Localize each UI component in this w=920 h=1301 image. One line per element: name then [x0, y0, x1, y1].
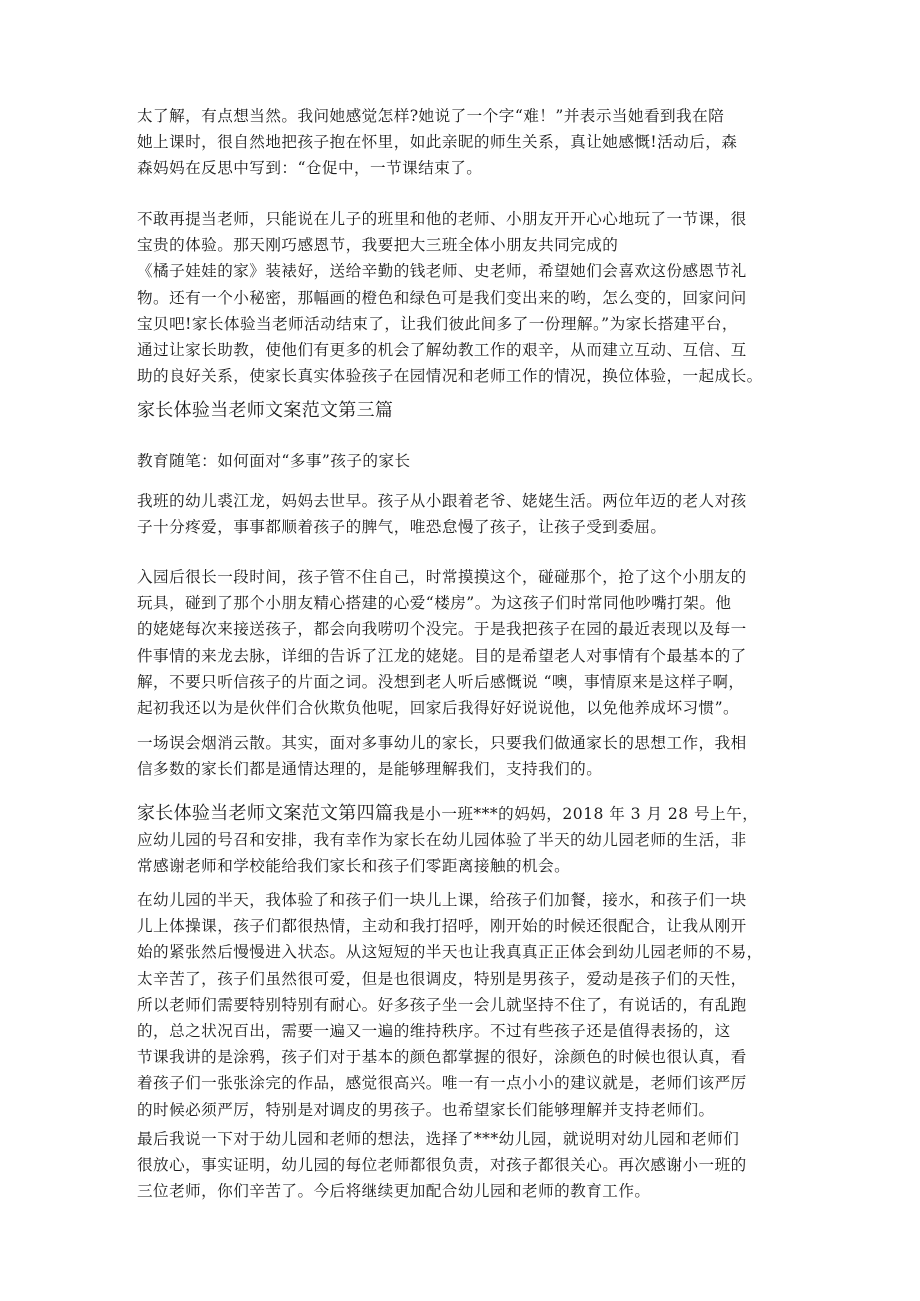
paragraph-line: 三位老师，你们辛苦了。今后将继续更加配合幼儿园和老师的教育工作。	[137, 1182, 651, 1201]
paragraph-line	[137, 801, 797, 827]
paragraph-line: 最后我说一下对于幼儿园和老师的想法，选择了***幼儿园，就说明对幼儿园和老师们	[137, 1130, 740, 1148]
paragraph-line: 始的紧张然后慢慢进入状态。从这短短的半天也让我真真正正体会到幼儿园老师的不易，	[137, 943, 763, 962]
paragraph-line: 的，总之状况百出，需要一遍又一遍的维持秩序。不过有些孩子还是值得表扬的，这	[137, 1022, 731, 1041]
paragraph-line: 着孩子们一张张涂完的作品，感觉很高兴。唯一有一点小小的建议就是，老师们该严厉	[137, 1074, 747, 1093]
section-subheading: 教育随笔：如何面对“多事”孩子的家长	[137, 452, 411, 470]
paragraph-line: 节课我讲的是涂鸦，孩子们对于基本的颜色都掌握的很好，涂颜色的时候也很认真，看	[137, 1048, 747, 1067]
paragraph-line: 物。还有一个小秘密，那幅画的橙色和绿色可是我们变出来的哟，怎么变的，回家问问	[137, 288, 747, 307]
paragraph-line: 子十分疼爱，事事都顺着孩子的脾气，唯恐怠慢了孩子，让孩子受到委屈。	[137, 518, 667, 537]
paragraph-line: 很放心，事实证明，幼儿园的每位老师都很负责，对孩子都很关心。再次感谢小一班的	[137, 1156, 747, 1175]
paragraph-1	[137, 103, 797, 182]
paragraph-6	[137, 801, 797, 880]
paragraph-line: 太了解，有点想当然。我问她感觉怎样?她说了一个字“难！”并表示当她看到我在陪	[137, 107, 725, 125]
paragraph-line: 我班的幼儿裘江龙，妈妈去世早。孩子从小跟着老爷、姥姥生活。两位年迈的老人对孩	[137, 492, 747, 510]
section-heading-3: 家长体验当老师文案范文第三篇	[137, 400, 394, 421]
paragraph-8	[137, 1126, 797, 1205]
paragraph-line: 宝贵的体验。那天刚巧感恩节，我要把大三班全体小朋友共同完成的	[137, 236, 619, 255]
paragraph-line: 通过让家长助教，使他们有更多的机会了解幼教工作的艰辛，从而建立互动、互信、互	[137, 341, 747, 360]
paragraph-2	[137, 206, 797, 389]
paragraph-line: 助的良好关系，使家长真实体验孩子在园情况和老师工作的情况，换位体验，一起成长。	[137, 367, 763, 386]
paragraph-line: 在幼儿园的半天，我体验了和孩子们一块儿上课，给孩子们加餐，接水，和孩子们一块	[137, 891, 747, 909]
paragraph-line: 所以老师们需要特别特别有耐心。好多孩子坐一会儿就坚持不住了，有说话的，有乱跑	[137, 995, 747, 1014]
paragraph-line: 的时候必须严厉，特别是对调皮的男孩子。也希望家长们能够理解并支持老师们。	[137, 1100, 715, 1119]
paragraph-line: 她上课时，很自然地把孩子抱在怀里，如此亲昵的师生关系，真让她感慨!活动后，森	[137, 133, 738, 152]
paragraph-line: 玩具，碰到了那个小朋友精心搭建的心爱“楼房”。为这孩子们时常同他吵嘴打架。他	[137, 594, 732, 613]
paragraph-line: 件事情的来龙去脉，详细的告诉了江龙的姥姥。目的是希望老人对事情有个最基本的了	[137, 646, 747, 665]
paragraph-line: 不敢再提当老师，只能说在儿子的班里和他的老师、小朋友开开心心地玩了一节课，很	[137, 210, 747, 228]
paragraph-line: 常感谢老师和学校能给我们家长和孩子们零距离接触的机会。	[137, 857, 571, 876]
paragraph-line: 太辛苦了，孩子们虽然很可爱，但是也很调皮，特别是男孩子，爱动是孩子们的天性，	[137, 969, 747, 988]
paragraph-line: 起初我还以为是伙伴们合伙欺负他呢，回家后我得好好说说他，以免他养成坏习惯”。	[137, 699, 740, 718]
paragraph-5	[137, 730, 797, 782]
paragraph-line: 一场误会烟消云散。其实，面对多事幼儿的家长，只要我们做通家长的思想工作，我相	[137, 734, 747, 752]
paragraph-line: 信多数的家长们都是通情达理的，是能够理解我们，支持我们的。	[137, 760, 603, 779]
paragraph-line: 的姥姥每次来接送孩子，都会向我唠叨个没完。于是我把孩子在园的最近表现以及每一	[137, 620, 747, 639]
section-heading-4: 家长体验当老师文案范文第四篇	[137, 803, 394, 824]
paragraph-7	[137, 887, 797, 1123]
paragraph-line: 解，不要只听信孩子的片面之词。没想到老人听后感慨说 “噢，事情原来是这样子啊，	[137, 672, 745, 691]
paragraph-4	[137, 564, 797, 721]
paragraph-6-first-line: 我是小一班***的妈妈，2018 年 3 月 28 号上午，	[393, 805, 759, 823]
paragraph-line: 森妈妈在反思中写到：“仓促中，一节课结束了。	[137, 159, 483, 178]
paragraph-line: 儿上体操课，孩子们都很热情，主动和我打招呼，刚开始的时候还很配合，让我从刚开	[137, 917, 747, 936]
paragraph-line: 入园后很长一段时间，孩子管不住自己，时常摸摸这个，碰碰那个，抢了这个小朋友的	[137, 568, 747, 586]
paragraph-line: 宝贝吧!家长体验当老师活动结束了，让我们彼此间多了一份理解。”为家长搭建平台，	[137, 314, 738, 333]
paragraph-line: 应幼儿园的号召和安排，我有幸作为家长在幼儿园体验了半天的幼儿园老师的生活，非	[137, 831, 747, 850]
paragraph-3	[137, 488, 797, 540]
paragraph-line: 《橘子娃娃的家》装裱好，送给辛勤的钱老师、史老师，希望她们会喜欢这份感恩节礼	[137, 262, 747, 281]
